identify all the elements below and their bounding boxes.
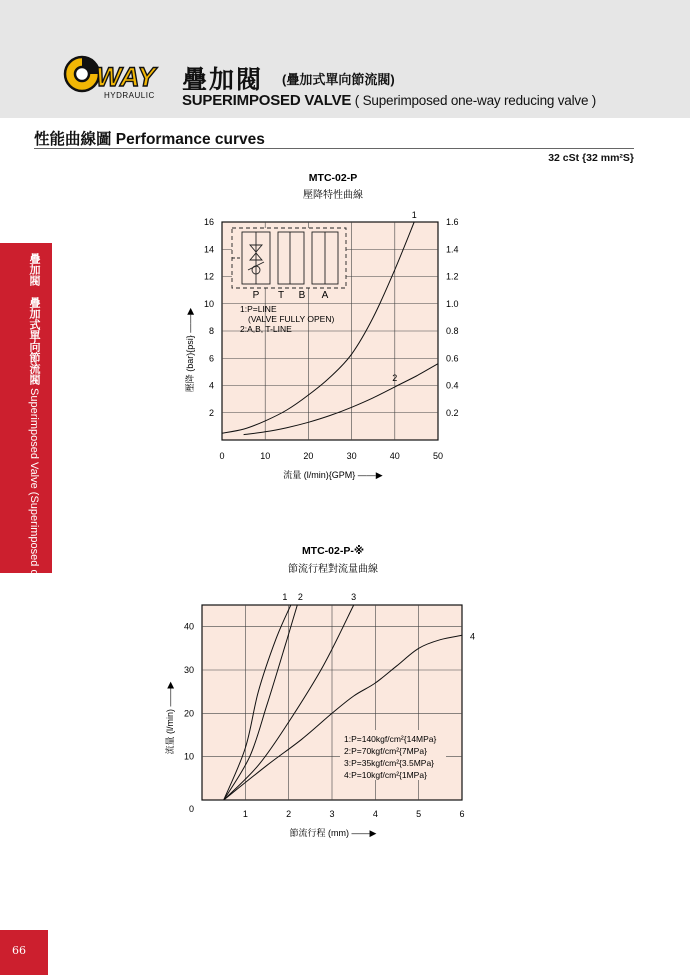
title-zh: 疊加閥: [182, 66, 264, 94]
chart1-ytick-label: 16: [203, 217, 214, 227]
brand-word: WAY: [96, 62, 156, 92]
chart2-ytick-label: 0: [188, 804, 194, 814]
chart1-series-2-label: 2: [392, 372, 398, 383]
chart1-legend-1: 1:P=LINE: [240, 304, 277, 314]
chart2-xtick-label: 6: [459, 809, 465, 819]
chart2-legend-2: 2:P=70kgf/cm²{7MPa}: [344, 746, 427, 756]
title-zh-sub: (疊加式單向節流閥): [282, 72, 395, 87]
chart2-legend-1: 1:P=140kgf/cm²{14MPa}: [344, 734, 437, 744]
chart2-ylabel: 流量 (l/min) ——▶: [165, 681, 175, 755]
chart1-y2tick-label: 0.6: [446, 353, 459, 364]
chart2-xtick-label: 4: [372, 809, 378, 819]
chart2-ytick-label: 20: [183, 708, 194, 719]
chart2-subtitle: 節流行程對流量曲線: [288, 564, 378, 575]
port-label-b: B: [298, 290, 306, 301]
chart1-legend-1b: (VALVE FULLY OPEN): [248, 314, 335, 324]
chart1-xlabel: 流量 (l/min){GPM} ——▶: [283, 470, 383, 480]
chart1-y2tick-label: 0.8: [446, 326, 459, 336]
chart1-xtick-label: 10: [260, 451, 271, 461]
chart1-xtick-label: 50: [432, 451, 444, 461]
brand-sub: HYDRAULIC: [104, 91, 155, 100]
title-en-main: SUPERIMPOSED VALVE: [182, 92, 352, 109]
viscosity-label: 32 cSt {32 mm²S}: [548, 152, 634, 164]
chart1-ytick-label: 4: [208, 380, 214, 391]
title-en-sub: ( Superimposed one-way reducing valve ): [351, 93, 597, 108]
port-label-p: P: [252, 290, 260, 301]
side-tab-zh: 疊加閥 疊加式單向節流閥: [28, 253, 40, 385]
title-en: [182, 92, 596, 109]
chart2-ytick-label: 40: [183, 621, 194, 632]
chart-throttle-flow: [160, 540, 500, 840]
chart1-ylabel: 壓降 (bar){psi} ——▶: [185, 307, 195, 393]
chart-pressure-drop: [160, 165, 490, 495]
chart1-ytick-label: 12: [203, 271, 214, 282]
chart1-xtick-label: 40: [389, 451, 400, 461]
chart1-title: MTC-02-P: [308, 172, 358, 184]
chart1-ytick-label: 2: [208, 407, 214, 418]
side-tab-text: [26, 253, 42, 689]
chart1-legend-2: 2:A,B, T-LINE: [240, 324, 292, 334]
section-title: 性能曲線圖 Performance curves: [34, 131, 265, 148]
chart1-xtick-label: 20: [303, 451, 314, 461]
chart2-title: MTC-02-P-※: [301, 545, 365, 557]
chart2-ytick-label: 30: [183, 665, 194, 675]
chart2-legend-3: 3:P=35kgf/cm²{3.5MPa}: [344, 758, 435, 768]
side-tab-en: Superimposed Valve (Superimposed one-way reducing valve): [28, 385, 40, 689]
chart2-series-1-label: 1: [282, 592, 288, 602]
chart1-y2tick-label: 1.4: [446, 244, 459, 255]
port-label-a: A: [321, 290, 329, 301]
chart2-xtick-label: 1: [242, 809, 248, 819]
chart1-y2tick-label: 1.0: [446, 298, 459, 309]
chart2-xtick-label: 3: [329, 809, 335, 819]
chart1-y2tick-label: 0.2: [446, 407, 459, 418]
chart2-series-2-label: 2: [297, 592, 303, 602]
chart2-series-3-label: 3: [351, 592, 357, 602]
chart1-y2tick-label: 1.6: [446, 217, 459, 227]
oway-hydraulic-logo: [62, 52, 180, 102]
chart1-series-1-label: 1: [411, 210, 417, 220]
chart2-series-4-label: 4: [470, 631, 476, 642]
page-number: 66: [12, 944, 26, 957]
chart2-xtick-label: 2: [286, 809, 292, 819]
chart1-y2tick-label: 1.2: [446, 271, 459, 282]
section-divider: [34, 148, 634, 149]
chart1-ytick-label: 14: [203, 244, 214, 255]
chart1-valve-symbol: [232, 228, 346, 288]
chart1-subtitle: 壓降特性曲線: [303, 190, 363, 201]
chart1-ytick-label: 8: [208, 326, 214, 336]
chart1-ytick-label: 6: [208, 353, 214, 364]
port-label-t: T: [277, 290, 285, 301]
chart1-y2tick-label: 0.4: [446, 380, 459, 391]
chart1-xtick-label: 0: [219, 451, 225, 461]
chart1-ytick-label: 10: [203, 298, 214, 309]
chart2-xtick-label: 5: [416, 809, 422, 819]
chart1-xtick-label: 30: [346, 451, 357, 461]
chart2-xlabel: 節流行程 (mm) ——▶: [289, 828, 377, 838]
chart2-ytick-label: 10: [183, 751, 194, 762]
chart2-legend-4: 4:P=10kgf/cm²{1MPa}: [344, 770, 427, 780]
